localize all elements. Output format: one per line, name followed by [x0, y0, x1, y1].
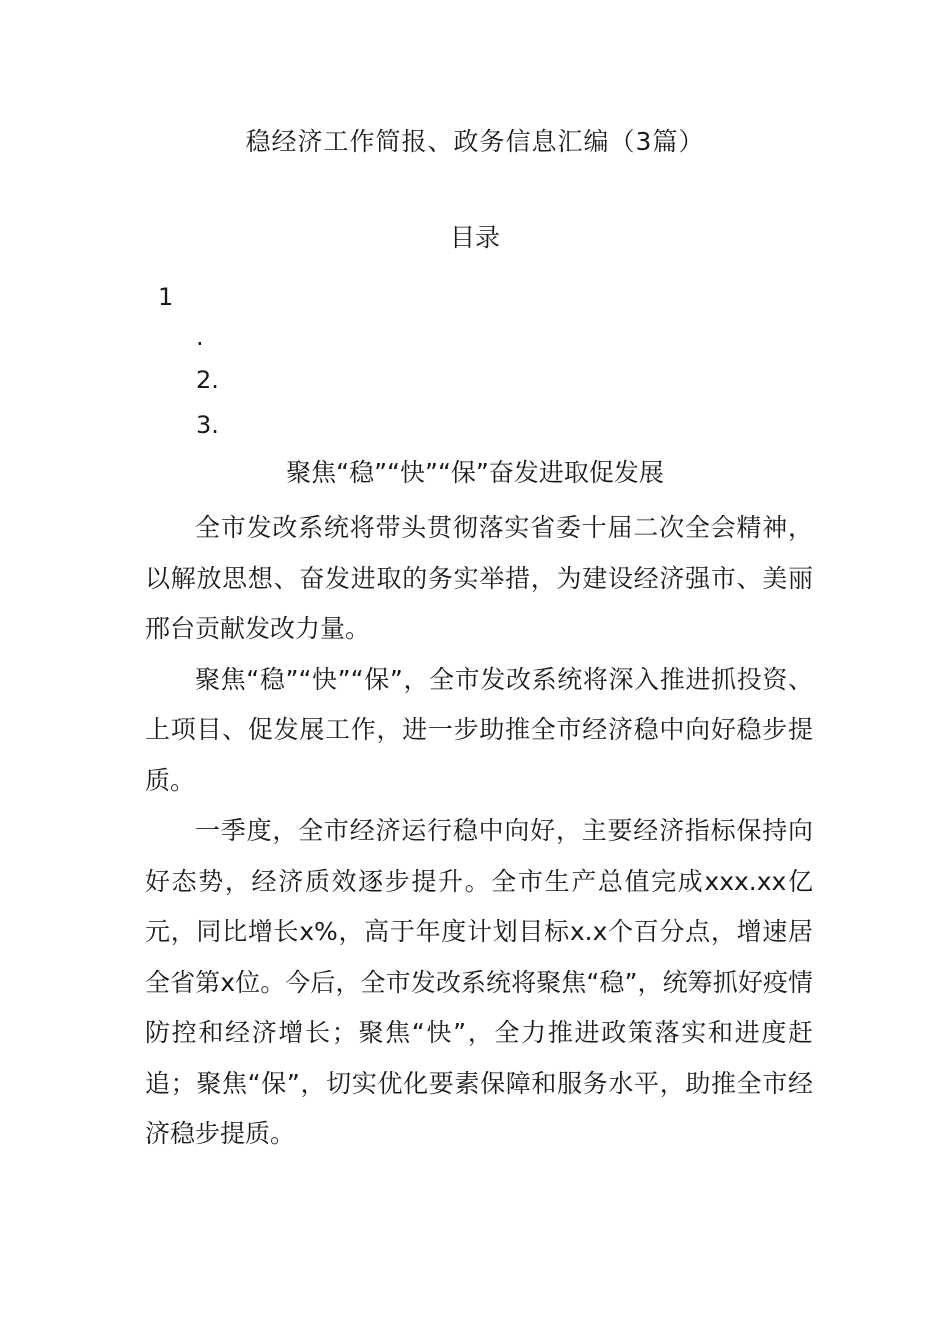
article-title: 聚焦“稳”“快”“保”奋发进取促发展 [286, 458, 664, 487]
toc-item-1-dot: . [196, 323, 204, 351]
paragraph: 聚焦“稳”“快”“保”，全市发改系统将深入推进抓投资、上项目、促发展工作，进一步助推全市经济稳中向好稳步提质。 [145, 664, 813, 795]
toc-item-1: 1 [158, 283, 174, 311]
document-title: 稳经济工作简报、政务信息汇编（3篇） [245, 127, 705, 156]
toc-item-2: 2. [196, 366, 219, 394]
article-body [145, 503, 813, 1160]
paragraph: 一季度，全市经济运行稳中向好，主要经济指标保持向好态势，经济质效逐步提升。全市生产总值完成xxx.xx亿元，同比增长x%，高于年度计划目标x.x个百分点，增速居全省第x位。今后，全市发改系统将聚焦“稳”，统筹抓好疫情防控和经济增长；聚焦“快”，全力推进政策落实和进度赶追；聚焦“保”，切实优化要素保障和服务水平，助推全市经济稳步提质。 [145, 816, 813, 1148]
toc-item-3: 3. [196, 411, 219, 439]
toc-heading: 目录 [449, 223, 500, 252]
paragraph: 全市发改系统将带头贯彻落实省委十届二次全会精神，以解放思想、奋发进取的务实举措，为建设经济强市、美丽邢台贡献发改力量。 [145, 513, 813, 643]
